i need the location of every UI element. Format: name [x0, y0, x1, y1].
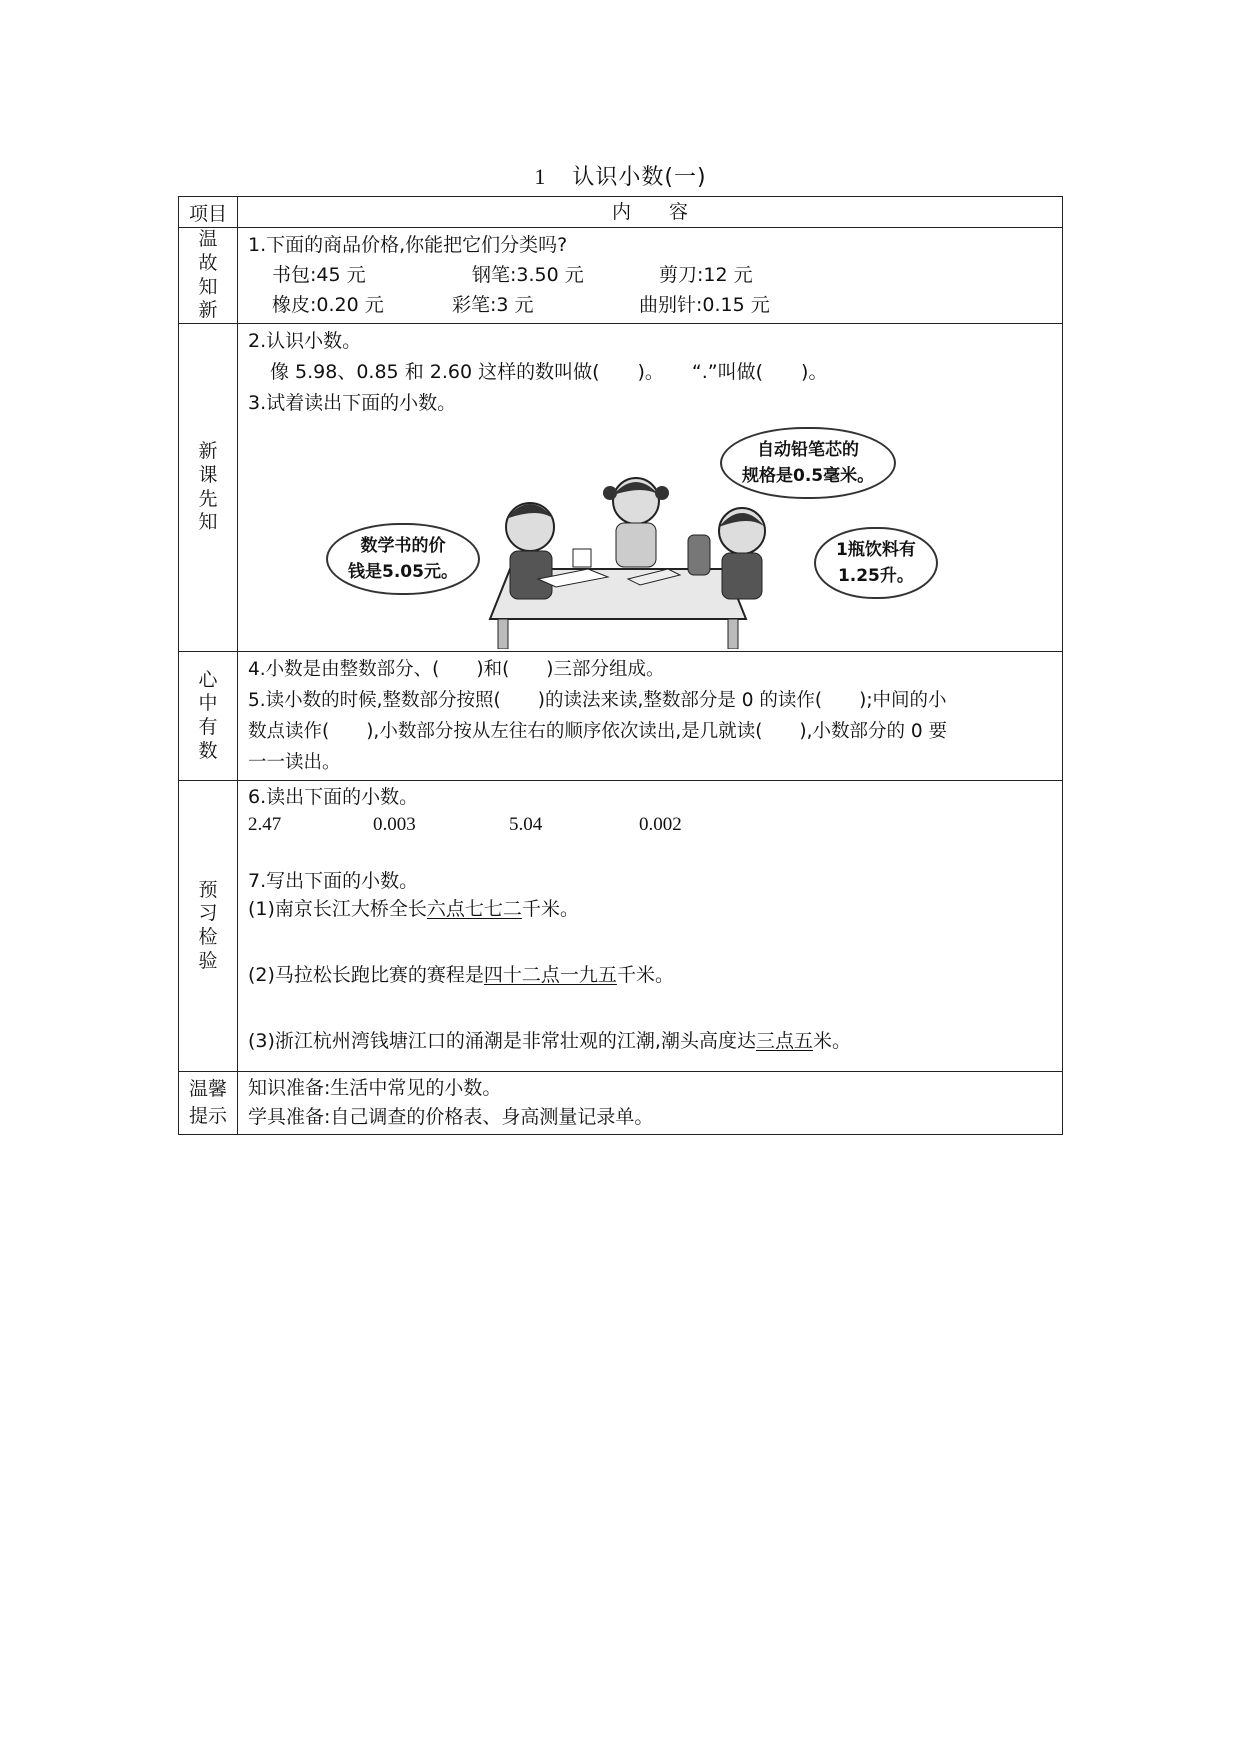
question-7-1	[248, 895, 1054, 923]
title-number: 1	[534, 164, 547, 189]
row-mind	[179, 652, 1063, 781]
question-7-2	[248, 961, 1054, 989]
row-tips	[179, 1072, 1063, 1135]
question-2-line-b: “.”叫做( )。	[691, 361, 828, 383]
q7-2-underlined: 四十二点一九五	[483, 964, 617, 986]
label-review	[179, 228, 238, 324]
question-4: 4.小数是由整数部分、( )和( )三部分组成。	[248, 659, 665, 680]
bubble-text: 1瓶饮料有	[836, 540, 916, 560]
tip-line-2: 学具准备:自己调查的价格表、身高测量记录单。	[248, 1106, 654, 1128]
price-item: 彩笔:3 元	[452, 294, 534, 316]
decimal-number: 5.04	[509, 814, 543, 835]
q7-2-unit: 千米。	[616, 964, 674, 986]
question-2: 2.认识小数。	[248, 330, 362, 352]
bubble-text: 数学书的价	[360, 536, 446, 556]
price-item: 钢笔:3.50 元	[472, 264, 584, 286]
content-tips	[238, 1072, 1063, 1135]
label-mind	[179, 652, 238, 781]
bubble-text: 钱是5.05元。	[348, 562, 458, 582]
bubble-text: 1.25升。	[837, 566, 914, 586]
speech-bubble-top	[720, 427, 896, 499]
price-row-1	[248, 260, 1054, 290]
question-5-line-1: 5.读小数的时候,整数部分按照( )的读法来读,整数部分是 0 的读作( );中间的小	[248, 690, 947, 711]
decimal-number: 2.47	[248, 814, 282, 835]
question-1: 1.下面的商品价格,你能把它们分类吗?	[248, 234, 568, 256]
question-5-line-3: 一一读出。	[248, 752, 341, 773]
label-review-text: 温故知新	[198, 228, 218, 322]
row-review	[179, 228, 1063, 324]
content-check	[238, 781, 1063, 1072]
content-review	[238, 228, 1063, 324]
price-item: 书包:45 元	[272, 264, 366, 286]
question-2-line-a: 像 5.98、0.85 和 2.60 这样的数叫做( )。	[270, 361, 664, 383]
q7-3-text: (3)浙江杭州湾钱塘江口的涌潮是非常壮观的江潮,潮头高度达	[248, 1030, 756, 1052]
title-text: 认识小数(一)	[572, 165, 707, 190]
q7-1-text: (1)南京长江大桥全长	[248, 898, 427, 920]
price-item: 曲别针:0.15 元	[639, 294, 770, 316]
speech-bubble-left	[326, 523, 480, 595]
question-3: 3.试着读出下面的小数。	[248, 392, 457, 414]
label-mind-text: 心中有数	[198, 668, 218, 762]
q7-3-underlined: 三点五	[755, 1030, 813, 1052]
question-7: 7.写出下面的小数。	[248, 870, 419, 892]
illustration	[248, 419, 1054, 649]
question-6: 6.读出下面的小数。	[248, 786, 419, 808]
speech-bubble-right	[814, 527, 938, 599]
decimal-number: 0.003	[373, 814, 416, 835]
label-tips	[179, 1072, 238, 1135]
price-row-2	[248, 290, 1054, 320]
content-mind	[238, 652, 1063, 781]
decimal-list	[248, 811, 1054, 839]
question-7-3	[248, 1027, 1054, 1055]
bubble-text: 规格是0.5毫米。	[742, 466, 875, 486]
q7-1-underlined: 六点七七二	[426, 898, 522, 920]
decimal-number: 0.002	[639, 814, 682, 835]
label-preview-text: 新课先知	[198, 440, 218, 534]
header-col-content: 内 容	[238, 197, 1063, 228]
row-preview	[179, 324, 1063, 652]
page-title	[0, 160, 1241, 191]
question-5-line-2: 数点读作( ),小数部分按从左往右的顺序依次读出,是几就读( ),小数部分的 0 要	[248, 721, 948, 742]
header-col-item: 项目	[179, 197, 238, 228]
q7-2-text: (2)马拉松长跑比赛的赛程是	[248, 964, 484, 986]
q7-1-unit: 千米。	[521, 898, 579, 920]
label-tips-text: 温馨提示	[188, 1078, 227, 1127]
header-row	[179, 197, 1063, 228]
question-2-body	[248, 357, 1054, 388]
row-check	[179, 781, 1063, 1072]
bubble-text: 自动铅笔芯的	[757, 440, 860, 460]
label-check-text: 预习检验	[198, 878, 218, 972]
worksheet-table	[178, 196, 1063, 1135]
tip-line-1: 知识准备:生活中常见的小数。	[248, 1077, 502, 1099]
label-check	[179, 781, 238, 1072]
label-preview	[179, 324, 238, 652]
q7-3-unit: 米。	[812, 1030, 851, 1052]
price-item: 橡皮:0.20 元	[272, 294, 384, 316]
content-preview	[238, 324, 1063, 652]
price-item: 剪刀:12 元	[659, 264, 753, 286]
